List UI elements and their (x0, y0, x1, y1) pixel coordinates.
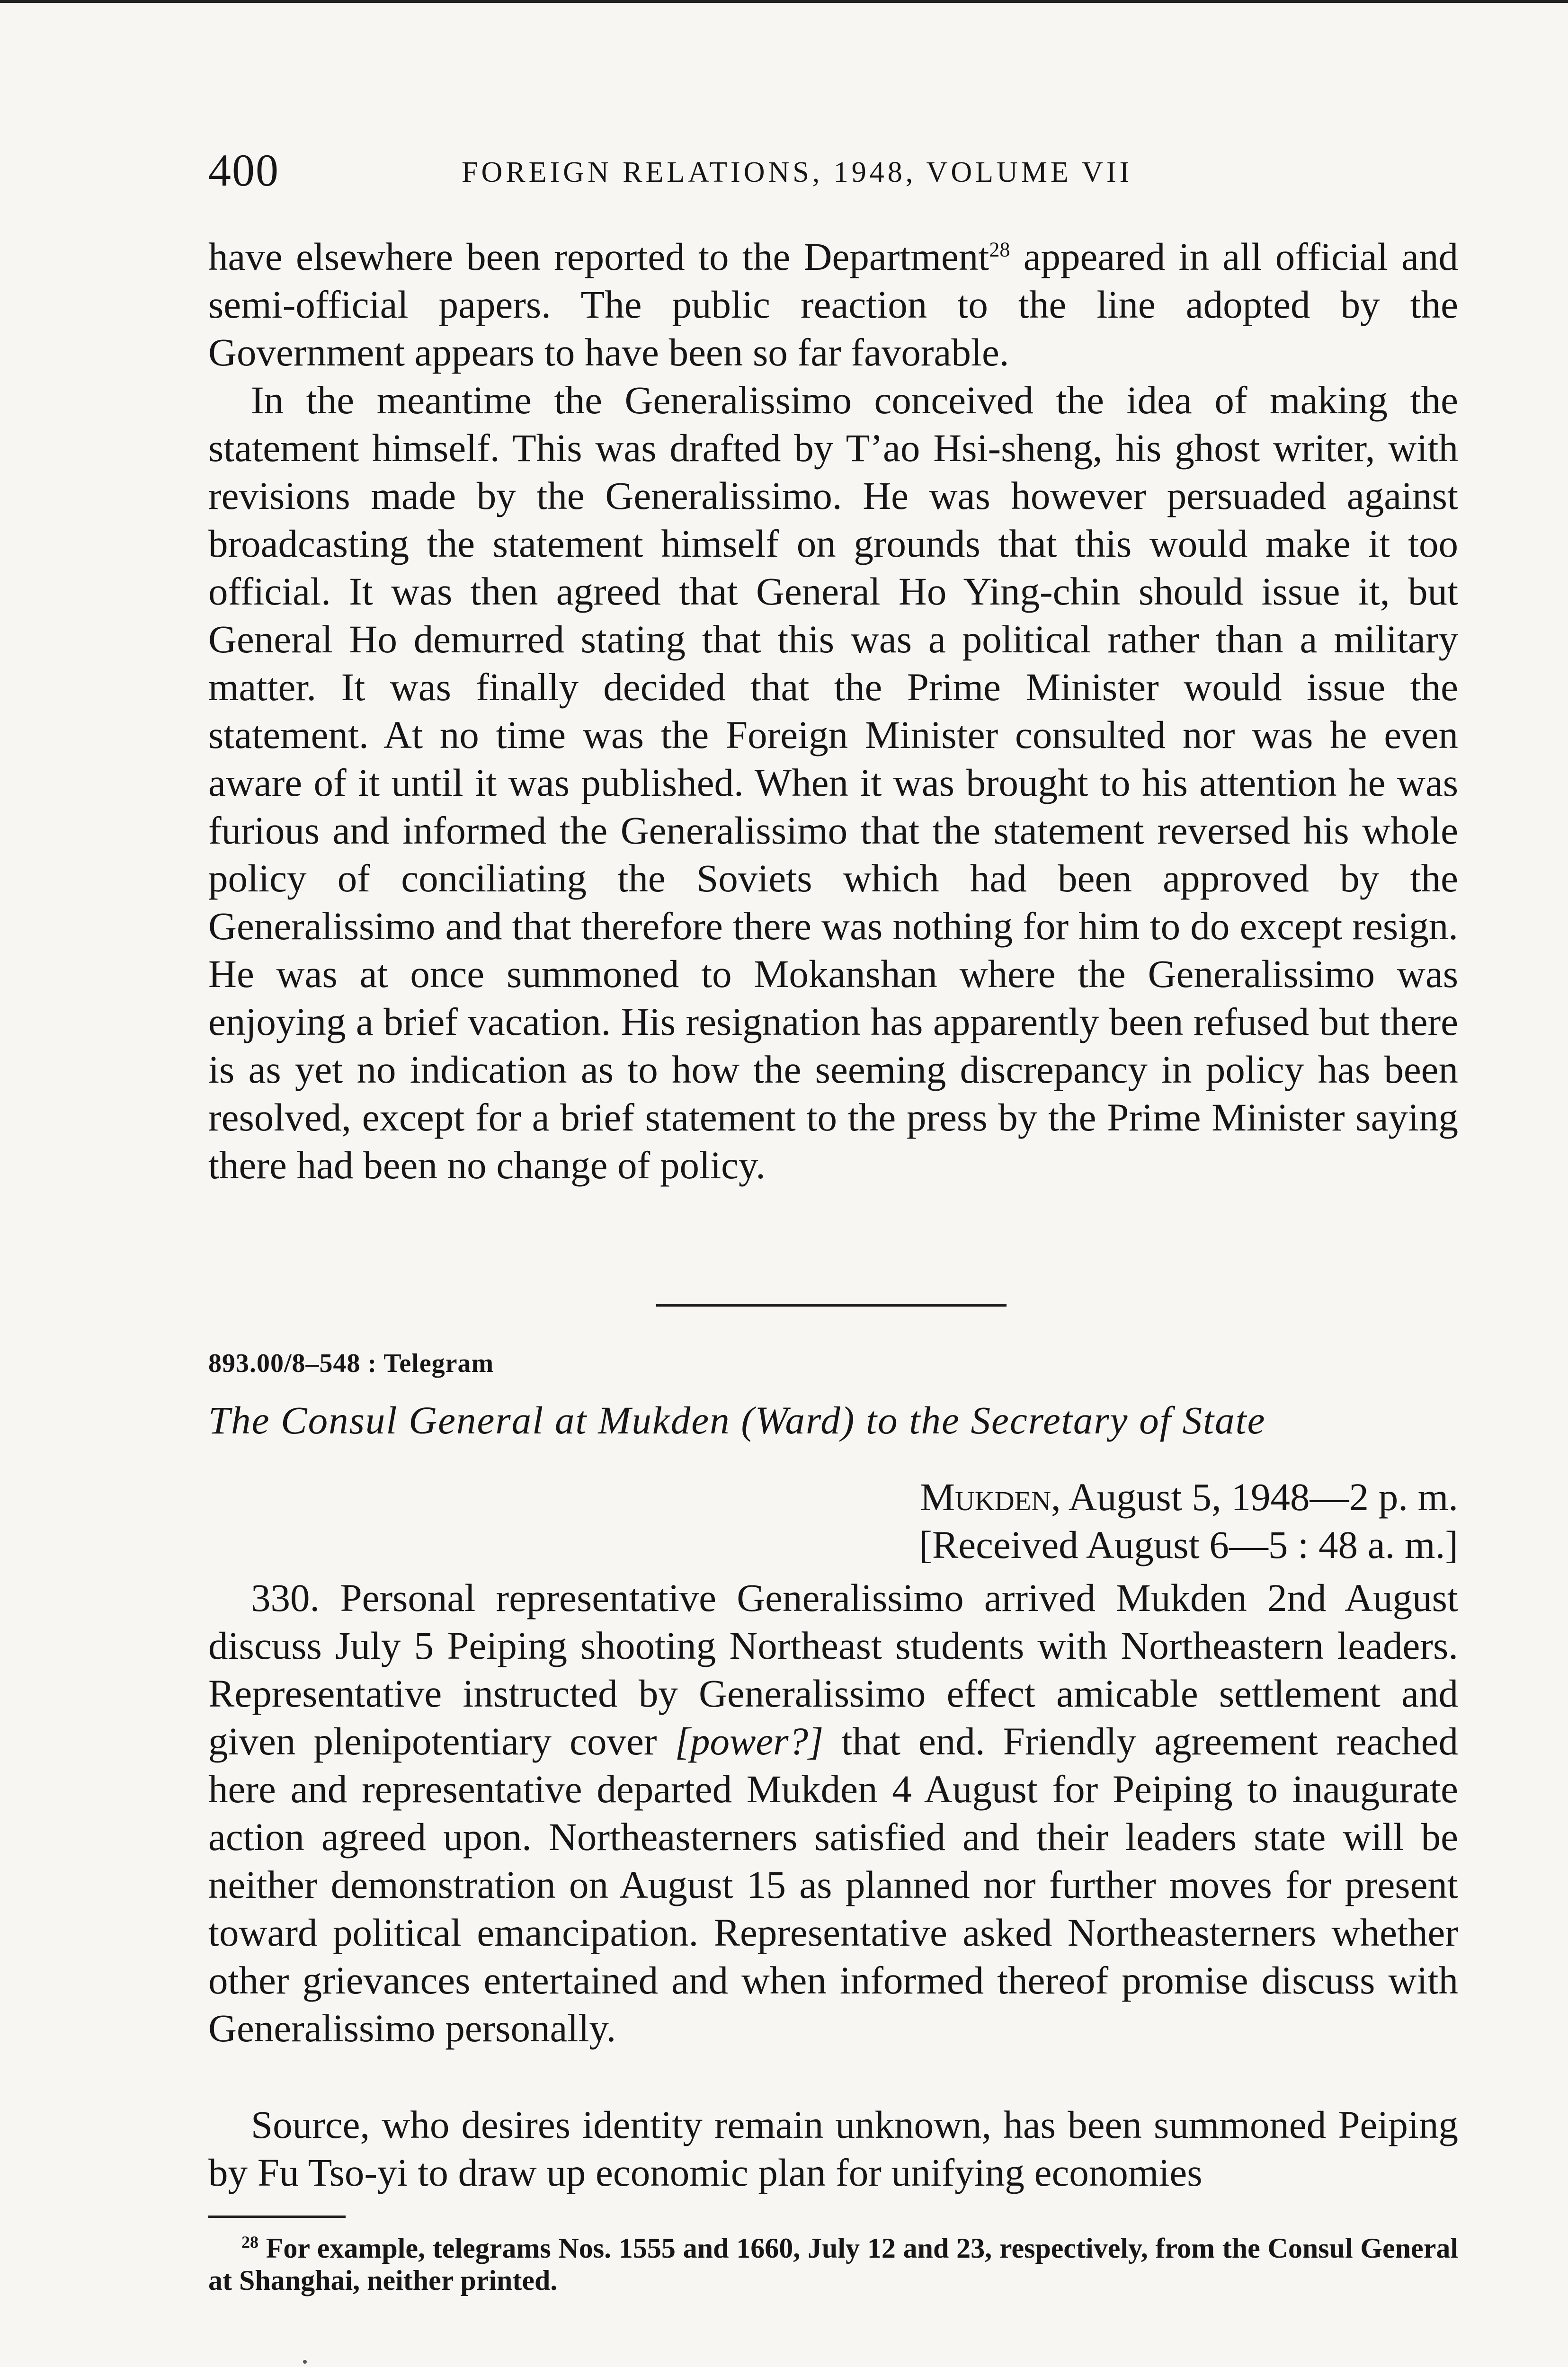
footnote-mark: 28 (241, 2233, 258, 2251)
dateline-place: Mukden (920, 1475, 1051, 1519)
telegram-paragraph (208, 2101, 1458, 2197)
paragraph (208, 376, 1458, 1189)
paragraph-text (208, 233, 1458, 376)
dateline (919, 1473, 1458, 1569)
section-separator (656, 1304, 1007, 1307)
dateline-received: [Received August 6—5 : 48 a. m.] (919, 1523, 1458, 1566)
file-reference: 893.00/8–548 : Telegram (208, 1349, 494, 1378)
footnote-text: For example, telegrams Nos. 1555 and 1660, July 12 and 23, respectively, from the Consul General at Shanghai, neither printed. (208, 2233, 1458, 2296)
print-speck (303, 2360, 307, 2364)
running-head (208, 142, 1458, 199)
paragraph-text: Source, who desires identity remain unknown, has been summoned Peiping by Fu Tso-yi to draw up economic plan for unifying economies (208, 2103, 1458, 2194)
dateline-date: , August 5, 1948—2 p. m. (1051, 1475, 1458, 1519)
page-number: 400 (208, 145, 279, 196)
document-title: The Consul General at Mukden (Ward) to the Secretary of State (208, 1398, 1266, 1442)
footnote (208, 2232, 1458, 2296)
paragraph-text: In the meantime the Generalissimo conceived the idea of making the statement himself. This was drafted by T’ao Hsi-sheng, his ghost writer, with revisions made by the Generalissimo. He was however persuaded against broadcasting the statement himself on grounds that this would make it too official. It was then agreed that General Ho Ying-chin should issue it, but General Ho demurred stating that this was a political rather than a military matter. It was finally decided that the Prime Minister would issue the statement. At no time was the Foreign Minister consulted nor was he even aware of it until it was published. When it was brought to his attention he was furious and informed the Generalissimo that the statement reversed his whole policy of conciliating the Soviets which had been approved by the Generalissimo and that therefore there was nothing for him to do except resign. He was at once summoned to Mokanshan where the Generalissimo was enjoying a brief vacation. His resignation has apparently been refused but there is as yet no indication as to how the seeming discrepancy in policy has been resolved, except for a brief statement to the press by the Prime Minister saying there had been no change of policy. (208, 378, 1458, 1187)
top-edge-rule (0, 0, 1568, 3)
footnote-rule (208, 2216, 346, 2218)
paragraph-text-end: that end. Friendly agreement reached here and representative departed Mukden 4 August for Peiping to inaugurate action agreed upon. Northeasterners satisfied and their leaders state will be neither demonstration on August 15 as planned nor further moves for present toward political emancipation. Representative asked Northeasterners whether other grievances entertained and when informed thereof promise discuss with Generalissimo personally. (208, 1719, 1458, 2050)
running-title: FOREIGN RELATIONS, 1948, VOLUME VII (462, 156, 1133, 188)
footnote-reference: 28 (989, 238, 1010, 261)
dateline-sent (919, 1473, 1458, 1521)
paragraph-text (208, 1574, 1458, 2052)
paragraph-text-end: appeared in all official and semi-official papers. The public reaction to the line adopted by the Government appears to have been so far favorable. (208, 235, 1458, 374)
continued-paragraph (208, 233, 1458, 376)
editorial-insert: [power?] (675, 1719, 824, 1763)
paragraph-text-start: have elsewhere been reported to the Department (208, 235, 989, 278)
paragraph-text-start: 330. Personal representative Generalissimo arrived Mukden 2nd August discuss July 5 Peiping shooting Northeast students with Northeastern leaders. Representative instructed by Generalissimo effect amicable settlement and given plenipotentiary cover (208, 1576, 1458, 1763)
telegram-paragraph (208, 1574, 1458, 2052)
